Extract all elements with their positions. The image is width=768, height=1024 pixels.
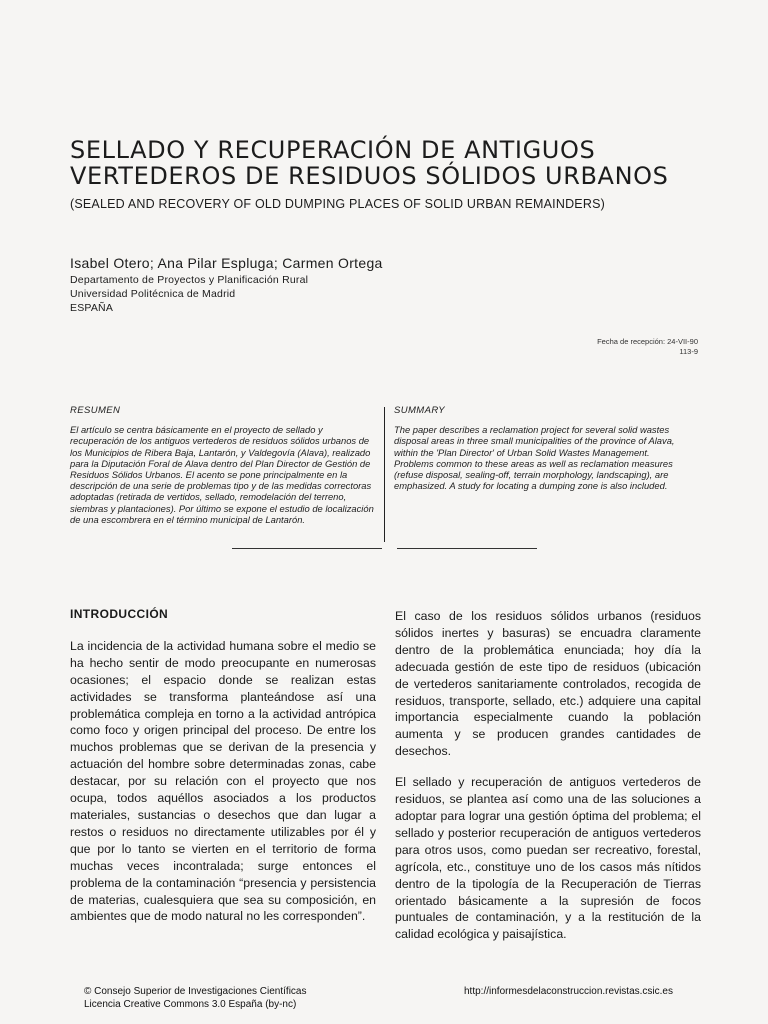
footer-copyright: © Consejo Superior de Investigaciones Científicas xyxy=(84,986,307,997)
resumen-heading: RESUMEN xyxy=(70,405,121,416)
body-column-left xyxy=(70,606,376,939)
resumen-text: El artículo se centra básicamente en el proyecto de sellado y recuperación de los antiguos vertederos de residuos sólidos urbanos de los Municipios de Ribera Baja, Lantarón, y Valdegovía (Alava), realizado para la Diputación Foral de Alava dentro del Plan Director de Gestión de Residuos Sólidos Urbanos. El acento se pone principalmente en la descripción de una serie de problemas tipo y de las medidas correctoras adoptadas (retirada de vertidos, sellado, remodelación del terreno, siembras y plantaciones). Por último se expone el estudio de localización de una escombrera en el término municipal de Lantarón. xyxy=(70,424,374,525)
abstract-rule-left xyxy=(232,548,382,549)
footer-url[interactable]: http://informesdelaconstruccion.revistas.csic.es xyxy=(464,986,673,997)
affiliation-country: ESPAÑA xyxy=(70,302,114,314)
body-paragraph: El sellado y recuperación de antiguos vertederos de residuos, se plantea así como una de las soluciones a adoptar para lograr una gestión óptima del problema; el sellado y posterior recuperación de antiguos vertederos para otros usos, como puedan ser recreativo, forestal, agrícola, etc., constituye uno de los casos más nítidos dentro de la tipología de la Recuperación de Tierras orientado básicamente a la supresión de focos puntuales de contaminación, y a la restitución de la calidad ecológica y paisajística. xyxy=(395,775,701,942)
summary-block xyxy=(394,405,688,491)
section-heading-introduccion: INTRODUCCIÓN xyxy=(70,607,169,621)
body-paragraph: La incidencia de la actividad humana sobre el medio se ha hecho sentir de modo preocupante en numerosas ocasiones; el espacio donde se realizan estas actividades se transforma planteándose así una problemática compleja en torno a la actividad antrópica como foco y origen principal del proceso. De entre los muchos problemas que se derivan de la presencia y actuación del hombre sobre determinadas zonas, cabe destacar, por su relación con el proyecto que nos ocupa, todos aquéllos asociados a los productos materiales, sustancias o desechos que dan lugar a restos o residuos no directamente utilizables por él y que por lo tanto se vierten en el territorio de forma muchas veces incontralada; surge entonces el problema de la contaminación “presencia y persistencia de materias, cualesquiera que sea su composición, en ambientes que de modo natural no les corresponden”. xyxy=(70,638,376,924)
affiliation-department: Departamento de Proyectos y Planificación Rural xyxy=(70,274,309,286)
summary-text: The paper describes a reclamation project for several solid wastes disposal areas in three small municipalities of the province of Alava, within the 'Plan Director' of Urban Solid Wastes Management. Problems common to these areas as well as reclamation measures (refuse disposal, sealing-off, terrain morphology, landscaping), are emphasized. A study for locating a dumping zone is also included. xyxy=(394,424,675,492)
resumen-block xyxy=(70,405,376,525)
reception-code: 113-9 xyxy=(679,347,698,356)
title-line-1: SELLADO Y RECUPERACIÓN DE ANTIGUOS xyxy=(70,136,596,164)
title-line-2: VERTEDEROS DE RESIDUOS SÓLIDOS URBANOS xyxy=(70,162,669,190)
summary-heading: SUMMARY xyxy=(394,405,446,416)
body-column-right xyxy=(395,608,701,957)
affiliation-university: Universidad Politécnica de Madrid xyxy=(70,288,236,300)
affiliation xyxy=(70,273,308,315)
authors: Isabel Otero; Ana Pilar Espluga; Carmen Ortega xyxy=(70,255,383,271)
article-subtitle: (SEALED AND RECOVERY OF OLD DUMPING PLACES OF SOLID URBAN REMAINDERS) xyxy=(70,197,605,211)
footer-license-text: Licencia Creative Commons 3.0 España (by-nc) xyxy=(84,999,297,1010)
footer-license xyxy=(84,985,307,1011)
body-paragraph: El caso de los residuos sólidos urbanos (residuos sólidos inertes y basuras) se encuadra claramente dentro de la problemática enunciada; hoy día la adecuada gestión de este tipo de residuos (ubicación de vertederos sanitariamente controlados, recogida de residuos, transporte, sellado, etc.) adquiere una capital importancia especialmente cuando la población aumenta y se producen grandes cantidades de desechos. xyxy=(395,609,701,759)
abstract-divider xyxy=(384,407,385,542)
article-title xyxy=(70,137,750,189)
reception-date: Fecha de recepción: 24-VII-90 xyxy=(597,337,698,346)
abstract-rule-right xyxy=(397,548,537,549)
reception-info xyxy=(597,337,698,357)
